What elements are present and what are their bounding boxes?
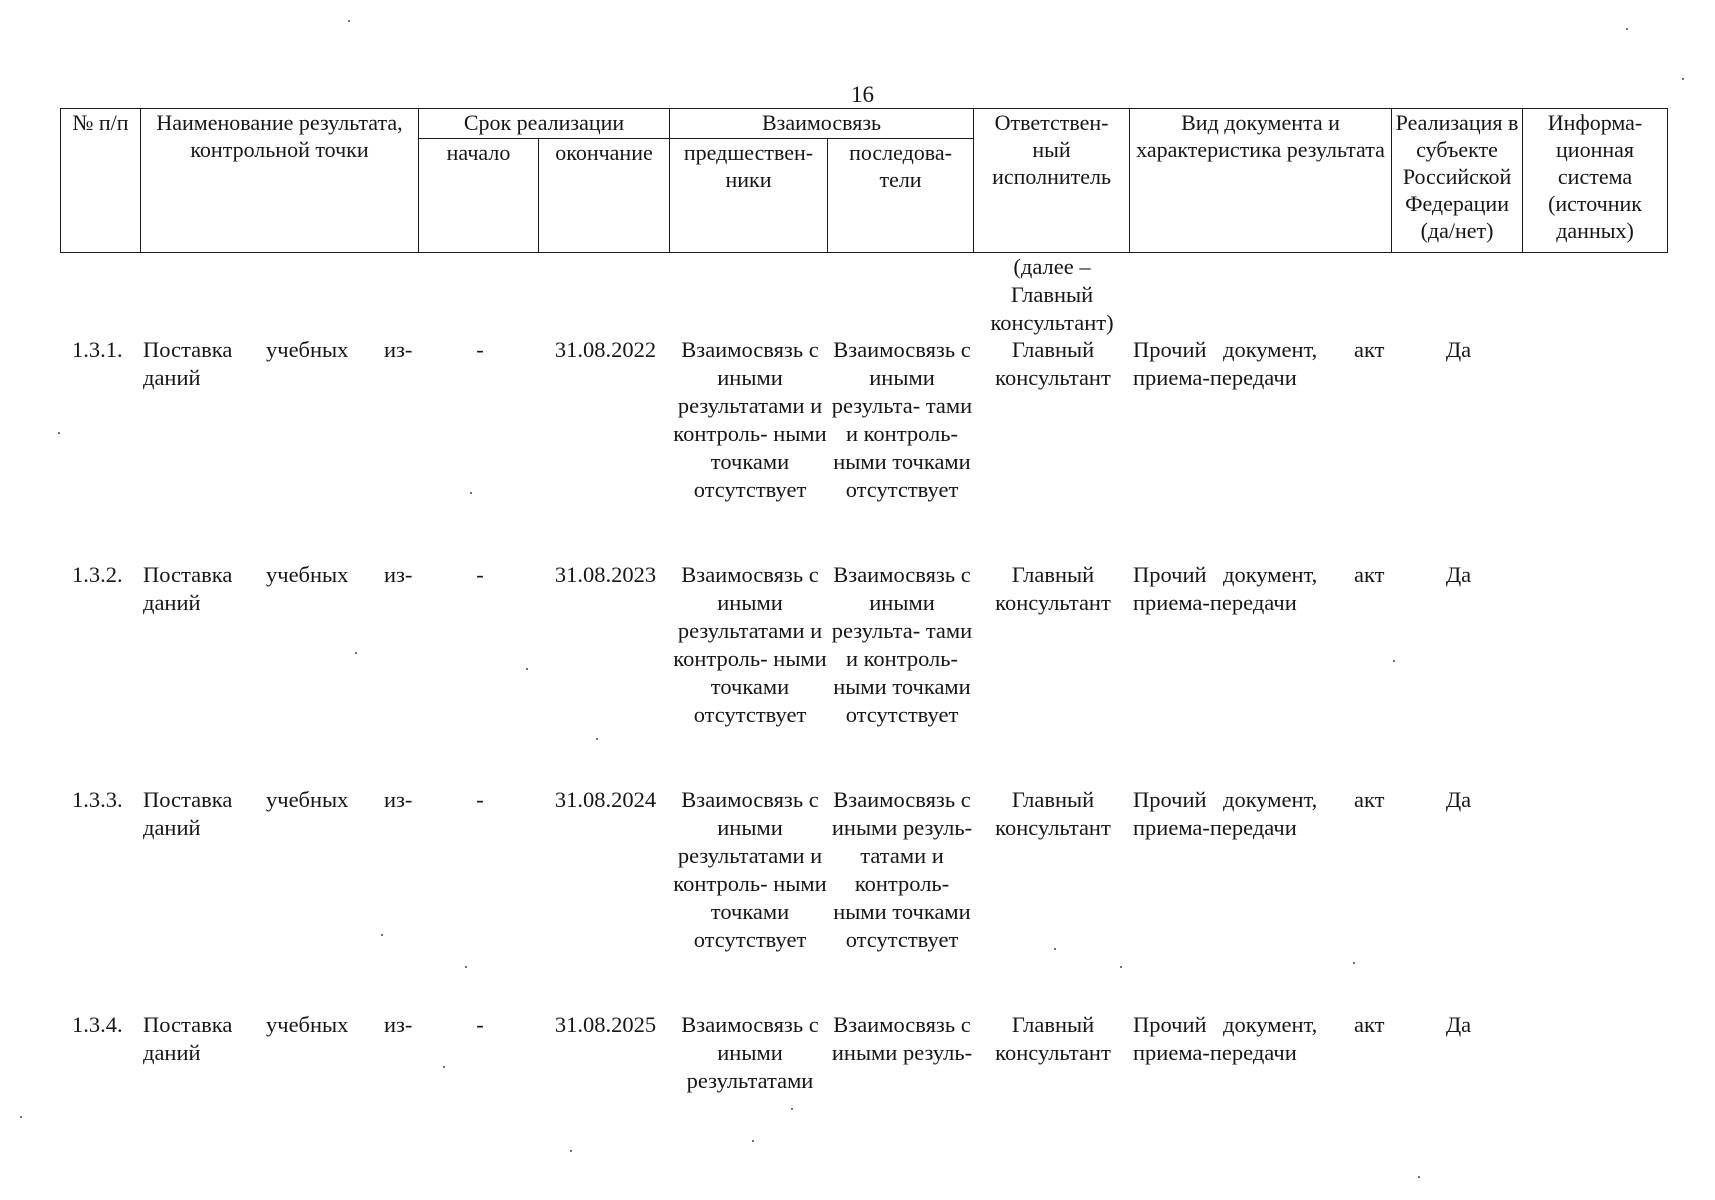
scan-speck <box>596 738 598 740</box>
row-responsible: Главный консультант <box>995 562 1111 615</box>
row-name-word: из- <box>384 787 413 812</box>
row-successors: Взаимосвязь с иными резуль- <box>831 1012 973 1065</box>
row-doc-word: Прочий <box>1133 562 1207 587</box>
row-name-word: учебных <box>266 562 349 587</box>
row-doc-word: акт <box>1354 1012 1385 1037</box>
row-number: 1.3.3. <box>72 787 123 812</box>
scan-speck <box>470 492 472 494</box>
row-successors: Взаимосвязь с иными резуль- татами и контроль- ными точками отсутствует <box>831 787 973 952</box>
header-name: Наименование результата, контрольной точки <box>141 109 419 253</box>
row-end: 31.08.2025 <box>554 1012 657 1037</box>
row-number: 1.3.4. <box>72 1012 123 1037</box>
scan-speck <box>381 934 383 936</box>
table-header <box>60 108 1668 253</box>
scan-speck <box>58 432 60 434</box>
header-region: Реализация в субъекте Российской Федерации (да/нет) <box>1392 109 1523 253</box>
row-predecessors: Взаимосвязь с иными результатами и контроль- ными точками отсутствует <box>673 787 827 952</box>
row-doc-word: приема-передачи <box>1133 365 1297 390</box>
row-name-word: Поставка <box>143 562 233 587</box>
row-end: 31.08.2024 <box>554 787 657 812</box>
header-num: № п/п <box>61 109 141 253</box>
row-end: 31.08.2023 <box>554 562 657 587</box>
row-name-word: учебных <box>266 337 349 362</box>
row-number: 1.3.2. <box>72 562 123 587</box>
scan-speck <box>1626 28 1628 30</box>
header-predecessors: предшествен- ники <box>670 139 828 253</box>
row-name-word: из- <box>384 562 413 587</box>
row-name-word: Поставка <box>143 337 233 362</box>
scan-speck <box>1353 962 1355 964</box>
row-doc-word: приема-передачи <box>1133 815 1297 840</box>
scan-speck <box>1682 78 1684 80</box>
row-doc-word: акт <box>1354 562 1385 587</box>
row-doc-word: приема-передачи <box>1133 590 1297 615</box>
row-doc-word: документ, <box>1223 562 1318 587</box>
scan-speck <box>1418 1176 1420 1178</box>
row-successors: Взаимосвязь с иными результа- тами и контроль- ными точками отсутствует <box>831 562 973 727</box>
header-relation: Взаимосвязь <box>670 109 974 139</box>
scan-speck <box>1054 948 1056 950</box>
row-name-word: из- <box>384 1012 413 1037</box>
scan-speck <box>791 1108 793 1110</box>
header-start: начало <box>419 139 539 253</box>
row-doc-word: приема-передачи <box>1133 1040 1297 1065</box>
row-doc-word: документ, <box>1223 787 1318 812</box>
scan-speck <box>465 966 467 968</box>
row-region: Да <box>1445 337 1472 362</box>
row-name-word: даний <box>143 815 201 840</box>
row-start: - <box>476 1012 484 1037</box>
header-info-system: Информа- ционная система (источник данных) <box>1523 109 1668 253</box>
row-predecessors: Взаимосвязь с иными результатами и контроль- ными точками отсутствует <box>673 337 827 502</box>
row-responsible: Главный консультант <box>995 337 1111 390</box>
scan-speck <box>752 1140 754 1142</box>
header-end: окончание <box>539 139 670 253</box>
scan-speck <box>355 652 357 654</box>
row-doc-word: Прочий <box>1133 787 1207 812</box>
scan-speck <box>1393 660 1395 662</box>
page-number: 16 <box>851 82 874 107</box>
header-period: Срок реализации <box>419 109 670 139</box>
row-start: - <box>476 337 484 362</box>
row-doc-word: Прочий <box>1133 337 1207 362</box>
row-name-word: из- <box>384 337 413 362</box>
row-end: 31.08.2022 <box>554 337 657 362</box>
row-region: Да <box>1445 562 1472 587</box>
row-name-word: Поставка <box>143 787 233 812</box>
row-name-word: даний <box>143 590 201 615</box>
scan-speck <box>570 1150 572 1152</box>
scan-speck <box>1120 966 1122 968</box>
header-responsible: Ответствен- ный исполнитель <box>974 109 1130 253</box>
row-name-word: учебных <box>266 787 349 812</box>
row-name-word: Поставка <box>143 1012 233 1037</box>
row-responsible: Главный консультант <box>995 1012 1111 1065</box>
scan-speck <box>20 1116 22 1118</box>
row-name-word: даний <box>143 365 201 390</box>
row-name-word: учебных <box>266 1012 349 1037</box>
scan-speck <box>526 668 528 670</box>
carry-over-text: (далее – Главный консультант) <box>990 254 1114 335</box>
header-doc-type: Вид документа и характеристика результата <box>1130 109 1392 253</box>
row-doc-word: Прочий <box>1133 1012 1207 1037</box>
scan-speck <box>443 1066 445 1068</box>
row-successors: Взаимосвязь с иными результа- тами и контроль- ными точками отсутствует <box>831 337 973 502</box>
row-doc-word: документ, <box>1223 1012 1318 1037</box>
row-doc-word: акт <box>1354 337 1385 362</box>
row-doc-word: акт <box>1354 787 1385 812</box>
scan-speck <box>348 20 350 22</box>
row-predecessors: Взаимосвязь с иными результатами и контроль- ными точками отсутствует <box>673 562 827 727</box>
row-region: Да <box>1445 1012 1472 1037</box>
row-predecessors: Взаимосвязь с иными результатами <box>681 1012 819 1093</box>
header-successors: последова- тели <box>828 139 974 253</box>
row-region: Да <box>1445 787 1472 812</box>
row-name-word: даний <box>143 1040 201 1065</box>
row-responsible: Главный консультант <box>995 787 1111 840</box>
row-number: 1.3.1. <box>72 337 123 362</box>
row-start: - <box>476 787 484 812</box>
row-doc-word: документ, <box>1223 337 1318 362</box>
row-start: - <box>476 562 484 587</box>
